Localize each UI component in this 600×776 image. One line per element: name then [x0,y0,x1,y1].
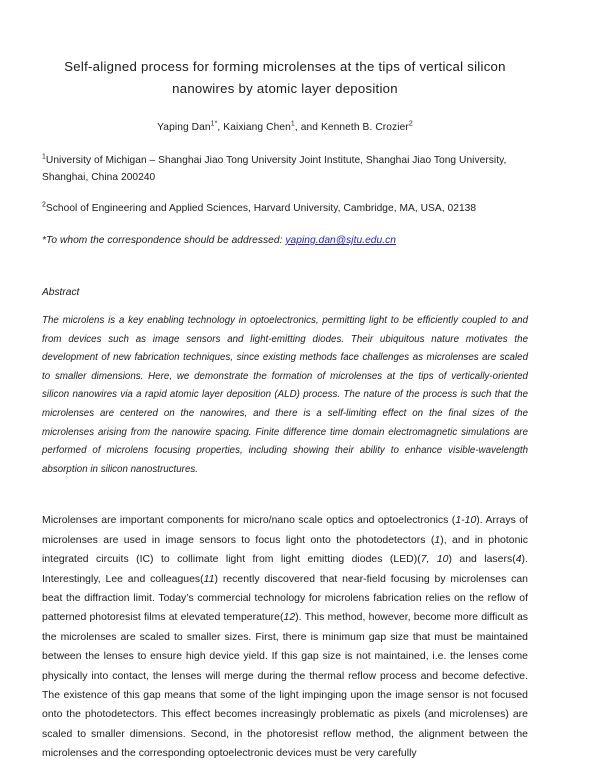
author-3-name: Kenneth B. Crozier [320,122,409,133]
affiliation-2-text: School of Engineering and Applied Sciences, Harvard University, Cambridge, MA, USA, 02138 [45,203,477,214]
abstract-heading: Abstract [42,287,80,298]
citation-1: 1-10 [455,515,477,527]
affiliation-1-text: University of Michigan – Shanghai Jiao Tong University Joint Institute, Shanghai Jiao Tong University, Shanghai, China 200240 [42,155,507,183]
citation-4: 4 [515,554,522,566]
body-segment-6: ) recently discovered that near-field focusing by microlenses can beat the diffraction limit. Today’s commercial technology for microlens fabrication relies on the reflow of patterned photoresist films at elevated temperature( [42,573,528,624]
abstract-text: The microlens is a key enabling technology in optoelectronics, permitting light to be efficiently coupled to and from devices such as image sensors and light-emitting diodes. Their ubiquitous nature motivates the development of new fabrication techniques, since existing methods face challenges as microlenses are scaled to smaller dimensions. Here, we demonstrate the formation of microlenses at the tips of vertically-oriented silicon nanowires via a rapid atomic layer deposition (ALD) process. The nature of the process is such that the microlenses are centered on the nanowires, and there is a self-limiting effect on the final sizes of the microlenses arising from the nanowire spacing. Finite difference time domain electromagnetic simulations are performed of microlens focusing properties, including showing their ability to enhance visible-wavelength absorption in silicon nanostructures. [42,315,528,475]
body-segment-3: ), and in photonic integrated circuits (IC) to collimate light from light emitting diodes (LED)( [42,534,528,566]
author-2-marker: 1 [290,120,295,128]
correspondence-prefix: *To whom the correspondence should be addressed: [42,235,286,246]
citation-6: 12 [283,612,296,624]
body-segment-4: ) and lasers( [448,554,516,566]
author-separator-1: , [217,122,224,133]
author-1-name: Yaping Dan [157,122,211,133]
affiliation-2-marker: 2 [42,201,46,209]
author-separator-2: , and [294,122,321,133]
citation-5: 11 [203,573,215,585]
author-3-marker: 2 [408,120,413,128]
correspondence-note [42,232,528,249]
body-segment-7: ). This method, however, become more difficult as the microlenses are scaled to smaller sizes. First, there is minimum gap size that must be maintained between the lenses to ensure high device yield. If this gap size is not maintained, i.e. the lenses come physically into contact, the lenses will merge during the thermal reflow process and become defective. The existence of this gap means that some of the light impinging upon the image sensor is not focused onto the photodetectors. This effect becomes increasingly problematic as pixels (and microlenses) are scaled to smaller dimensions. Second, in the photoresist reflow method, the alignment between the microlenses and the corresponding optoelectronic devices must be very carefully [42,612,529,760]
author-2-name: Kaixiang Chen [223,122,291,133]
body-segment-5: ). Interestingly, Lee and colleagues( [42,554,528,585]
body-segment-2: ). Arrays of microlenses are used in image sensors to focus light onto the photodetectors ( [42,515,528,546]
affiliation-1 [42,152,528,186]
corresponding-email-link[interactable]: yaping.dan@sjtu.edu.cn [285,235,396,246]
body-paragraph-1 [42,511,528,763]
citation-2: 1 [434,534,441,546]
page-title: Self-aligned process for forming microlenses at the tips of vertical silicon nanowires by atomic layer deposition [64,59,506,96]
citation-3: 7, 10 [420,554,449,566]
author-1-marker: 1* [210,120,218,128]
affiliation-2 [42,200,528,217]
author-list [42,120,528,136]
affiliation-1-marker: 1 [42,153,46,161]
body-segment-1: Microlenses are important components for micro/nano scale optics and optoelectronics ( [42,515,456,527]
